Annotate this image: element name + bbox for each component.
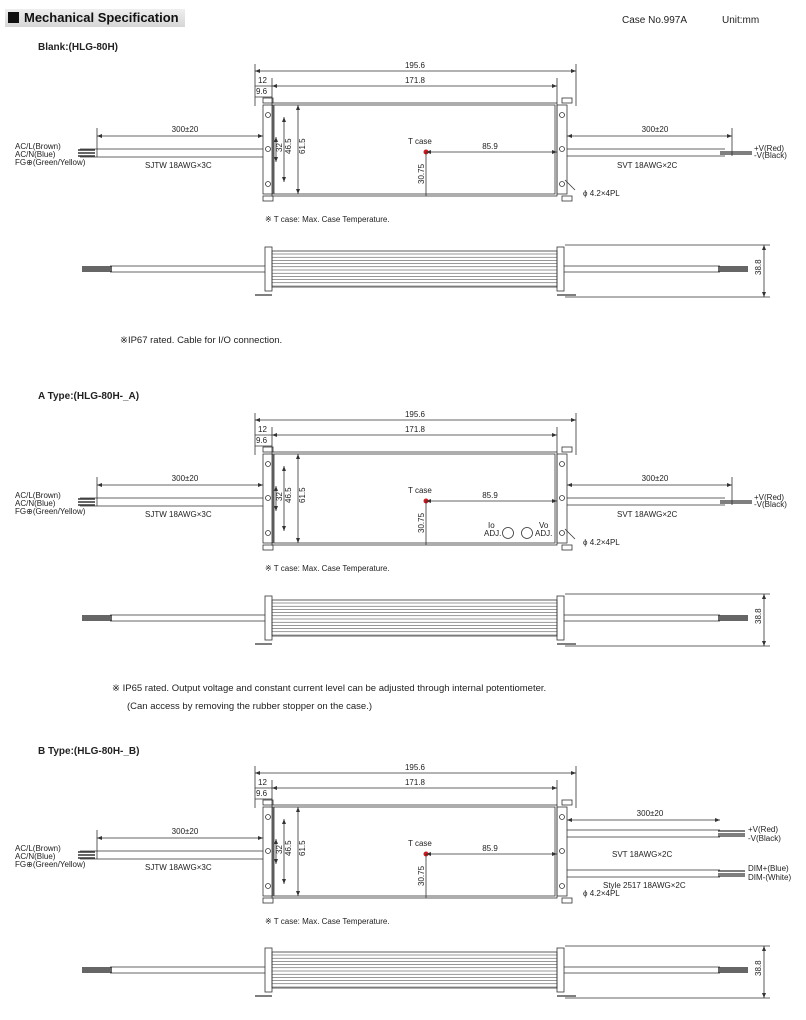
side-0-endcap-right <box>557 247 564 291</box>
side-0-case-side <box>272 251 557 287</box>
view-1-dim-615-arrow-start <box>296 454 300 459</box>
view-0-dim-859-arrow-end <box>552 150 557 154</box>
view-2-dim-32-arrow-end <box>274 859 278 864</box>
side-2-endcap-right <box>557 948 564 992</box>
view-1-label-vn: -V(Black) <box>754 500 787 509</box>
view-2-label-output-cable: SVT 18AWG×2C <box>612 850 673 859</box>
view-2-mount-hole-left-0 <box>266 815 271 820</box>
view-2-dim-465-arrow-end <box>282 879 286 884</box>
view-1-flange-left <box>263 454 273 543</box>
view-1-dim-465-arrow-start <box>282 466 286 471</box>
view-1-io-adj-knob <box>503 528 514 539</box>
view-0-case-inner <box>274 105 555 194</box>
view-2-case-inner <box>274 807 555 896</box>
view-0-dim-cable-out-arrow-end <box>727 134 732 138</box>
view-0-label-input-cable: SJTW 18AWG×3C <box>145 161 212 170</box>
view-0-dim-overall-arrow-end <box>571 69 576 73</box>
view-0-mount-hole-right-1 <box>560 147 565 152</box>
view-0-label-acn: AC/N(Blue) <box>15 150 56 159</box>
view-1-dim-overall-arrow-end <box>571 418 576 422</box>
view-0-dim-3075-label: 30.75 <box>417 163 426 184</box>
view-2-label-hole: ϕ 4.2×4PL <box>583 889 620 898</box>
view-2-dim-cable-out-arrow-end <box>715 818 720 822</box>
view-2-dim-body-label: 171.8 <box>404 778 426 787</box>
section-title-blank: Blank:(HLG-80H) <box>38 42 119 53</box>
view-1-case-body <box>272 452 557 545</box>
view-2-dim-859-label: 85.9 <box>482 844 498 853</box>
view-1-foot-bl <box>263 545 273 550</box>
side-2-case-side <box>272 952 557 988</box>
view-2-label-vn: -V(Black) <box>748 834 781 843</box>
view-0-dim-cable-in-label: 300±20 <box>171 125 199 134</box>
side-0-dim-388-arrow-end <box>762 292 766 297</box>
view-2-case-body <box>272 805 557 898</box>
view-2-dim-32-label: 32 <box>275 845 284 854</box>
view-2-dim-615-label: 61.5 <box>298 840 307 856</box>
side-1-dim-388-label: 38.8 <box>754 608 763 624</box>
view-2-dim-96-label: 9.6 <box>256 789 268 798</box>
view-0-foot-bl <box>263 196 273 201</box>
view-2-tcase-label: T case <box>408 839 432 848</box>
view-0-dim-615-arrow-start <box>296 105 300 110</box>
view-0-dim-465-label: 46.5 <box>284 138 293 154</box>
view-2-label-dimn: DIM-(White) <box>748 873 792 882</box>
view-2-foot-br <box>562 898 572 903</box>
view-1-dim-cable-in-arrow-start <box>97 483 102 487</box>
view-0-dim-465-arrow-end <box>282 177 286 182</box>
side-0-dim-388-label: 38.8 <box>754 259 763 275</box>
view-2-label-dim-cable: Style 2517 18AWG×2C <box>603 881 686 890</box>
side-2-dim-388-label: 38.8 <box>754 960 763 976</box>
view-1-dim-859-arrow-end <box>552 499 557 503</box>
view-2-label-fg: FG⊕(Green/Yellow) <box>15 860 86 869</box>
unit-label: Unit:mm <box>722 15 760 26</box>
view-1-dim-859-label: 85.9 <box>482 491 498 500</box>
view-0-mount-hole-right-0 <box>560 113 565 118</box>
view-0-mount-hole-left-1 <box>266 147 271 152</box>
view-1-tcase-note: ※ T case: Max. Case Temperature. <box>265 564 390 573</box>
view-1-label-input-cable: SJTW 18AWG×3C <box>145 510 212 519</box>
view-1-label-output-cable: SVT 18AWG×2C <box>617 510 678 519</box>
view-2-dim-465-label: 46.5 <box>284 840 293 856</box>
view-1-foot-tl <box>263 447 273 452</box>
view-2-dim-465-arrow-start <box>282 819 286 824</box>
view-0-dim-32-arrow-start <box>274 137 278 142</box>
page-title: Mechanical Specification <box>24 10 179 25</box>
view-0-dim-32-label: 32 <box>275 143 284 152</box>
view-1-label-vo-adj: ADJ. <box>535 529 553 538</box>
view-2-dim-615-arrow-start <box>296 807 300 812</box>
view-1-foot-br <box>562 545 572 550</box>
view-1-dim-32-label: 32 <box>275 492 284 501</box>
view-2-dim-615-arrow-end <box>296 891 300 896</box>
view-0-label-vp: +V(Red) <box>754 144 785 153</box>
view-2-mount-hole-left-1 <box>266 849 271 854</box>
view-0-dim-615-label: 61.5 <box>298 138 307 154</box>
view-2-tcase-note: ※ T case: Max. Case Temperature. <box>265 917 390 926</box>
view-1-dim-96-label: 9.6 <box>256 436 268 445</box>
view-0-dim-cable-out-label: 300±20 <box>641 125 669 134</box>
view-1-dim-12-label: 12 <box>258 425 267 434</box>
side-0-endcap-left <box>265 247 272 291</box>
view-1-mount-hole-right-2 <box>560 531 565 536</box>
view-1-dim-overall-label: 195.6 <box>404 410 426 419</box>
view-2-dim-overall-label: 195.6 <box>404 763 426 772</box>
view-2-foot-tr <box>562 800 572 805</box>
side-2-dim-388-arrow-end <box>762 993 766 998</box>
view-0-dim-cable-in-arrow-end <box>258 134 263 138</box>
view-1-mount-hole-left-1 <box>266 496 271 501</box>
view-1-dim-465-label: 46.5 <box>284 487 293 503</box>
view-0-foot-tl <box>263 98 273 103</box>
view-1-vo-adj-knob <box>522 528 533 539</box>
view-1-label-acl: AC/L(Brown) <box>15 491 61 500</box>
view-0-dim-body-arrow-start <box>272 84 277 88</box>
view-2-dim-cable-out-label: 300±20 <box>636 809 664 818</box>
view-0-dim-859-label: 85.9 <box>482 142 498 151</box>
view-2-dim-cable-in-label: 300±20 <box>171 827 199 836</box>
view-1-dim-615-arrow-end <box>296 538 300 543</box>
view-1-label-hole: ϕ 4.2×4PL <box>583 538 620 547</box>
side-2-dim-388-arrow-start <box>762 946 766 951</box>
side-2-endcap-left <box>265 948 272 992</box>
view-0-dim-body-arrow-end <box>552 84 557 88</box>
view-1-label-io-adj: ADJ. <box>484 529 502 538</box>
view-0-dim-cable-in-arrow-start <box>97 134 102 138</box>
view-0-label-hole: ϕ 4.2×4PL <box>583 189 620 198</box>
view-1-label-io: Io <box>488 521 495 530</box>
view-1-label-acn: AC/N(Blue) <box>15 499 56 508</box>
view-2-dim-body-arrow-start <box>272 786 277 790</box>
view-0-dim-465-arrow-start <box>282 117 286 122</box>
view-1-dim-cable-out-arrow-start <box>567 483 572 487</box>
view-1-dim-615-label: 61.5 <box>298 487 307 503</box>
view-1-foot-tr <box>562 447 572 452</box>
side-1-dim-388-arrow-start <box>762 594 766 599</box>
view-2-mount-hole-right-0 <box>560 815 565 820</box>
view-0-dim-cable-out-arrow-start <box>567 134 572 138</box>
view-2-dim-3075-label: 30.75 <box>417 865 426 886</box>
view-1-dim-cable-in-arrow-end <box>258 483 263 487</box>
view-2-dim-859-arrow-end <box>552 852 557 856</box>
view-0-tcase-label: T case <box>408 137 432 146</box>
view-0-dim-overall-label: 195.6 <box>404 61 426 70</box>
view-0-label-output-cable: SVT 18AWG×2C <box>617 161 678 170</box>
side-1-endcap-left <box>265 596 272 640</box>
view-1-dim-32-arrow-start <box>274 486 278 491</box>
view-2-mount-hole-right-1 <box>560 849 565 854</box>
view-1-label-fg: FG⊕(Green/Yellow) <box>15 507 86 516</box>
view-0-foot-br <box>562 196 572 201</box>
view-1-dim-32-arrow-end <box>274 506 278 511</box>
view-2-label-acl: AC/L(Brown) <box>15 844 61 853</box>
view-1-mount-hole-right-1 <box>560 496 565 501</box>
view-2-flange-left <box>263 807 273 896</box>
view-0-tcase-note: ※ T case: Max. Case Temperature. <box>265 215 390 224</box>
view-2-mount-hole-right-2 <box>560 884 565 889</box>
view-0-hole-leader <box>565 180 575 190</box>
view-1-mount-hole-left-2 <box>266 531 271 536</box>
view-1-dim-3075-label: 30.75 <box>417 512 426 533</box>
case-number: Case No.997A <box>622 15 688 26</box>
note-a-2: (Can access by removing the rubber stopper on the case.) <box>127 701 373 712</box>
view-2-foot-bl <box>263 898 273 903</box>
view-2-dim-overall-arrow-start <box>255 771 260 775</box>
view-1-dim-body-arrow-start <box>272 433 277 437</box>
view-0-foot-tr <box>562 98 572 103</box>
view-2-dim-cable-in-arrow-start <box>97 836 102 840</box>
view-2-label-vp: +V(Red) <box>748 825 779 834</box>
view-2-label-acn: AC/N(Blue) <box>15 852 56 861</box>
view-1-label-vp: +V(Red) <box>754 493 785 502</box>
view-0-dim-body-label: 171.8 <box>404 76 426 85</box>
view-1-tcase-label: T case <box>408 486 432 495</box>
note-blank: ※IP67 rated. Cable for I/O connection. <box>120 335 283 346</box>
view-2-dim-cable-out-arrow-start <box>567 818 572 822</box>
view-2-label-input-cable: SJTW 18AWG×3C <box>145 863 212 872</box>
side-1-dim-388-arrow-end <box>762 641 766 646</box>
view-1-dim-cable-out-label: 300±20 <box>641 474 669 483</box>
view-1-dim-cable-in-label: 300±20 <box>171 474 199 483</box>
view-1-hole-leader <box>565 529 575 539</box>
section-title-a: A Type:(HLG-80H-_A) <box>38 391 140 402</box>
view-0-mount-hole-left-2 <box>266 182 271 187</box>
view-1-dim-body-label: 171.8 <box>404 425 426 434</box>
view-2-flange-right <box>557 807 567 896</box>
note-a: ※ IP65 rated. Output voltage and constant current level can be adjusted through internal potentiometer. <box>112 683 547 694</box>
view-2-dim-12-label: 12 <box>258 778 267 787</box>
view-2-dim-overall-arrow-end <box>571 771 576 775</box>
view-0-label-vn: -V(Black) <box>754 151 787 160</box>
section-title-b: B Type:(HLG-80H-_B) <box>38 746 140 757</box>
view-0-case-body <box>272 103 557 196</box>
view-0-dim-32-arrow-end <box>274 157 278 162</box>
side-0-dim-388-arrow-start <box>762 245 766 250</box>
view-0-dim-96-label: 9.6 <box>256 87 268 96</box>
view-1-dim-overall-arrow-start <box>255 418 260 422</box>
view-0-label-acl: AC/L(Brown) <box>15 142 61 151</box>
side-1-case-side <box>272 600 557 636</box>
view-2-label-dimp: DIM+(Blue) <box>748 864 789 873</box>
view-2-dim-32-arrow-start <box>274 839 278 844</box>
view-2-mount-hole-left-2 <box>266 884 271 889</box>
view-0-dim-12-label: 12 <box>258 76 267 85</box>
view-2-dim-cable-in-arrow-end <box>258 836 263 840</box>
view-0-mount-hole-left-0 <box>266 113 271 118</box>
view-1-dim-465-arrow-end <box>282 526 286 531</box>
view-1-mount-hole-left-0 <box>266 462 271 467</box>
view-2-foot-tl <box>263 800 273 805</box>
view-1-mount-hole-right-0 <box>560 462 565 467</box>
view-1-dim-body-arrow-end <box>552 433 557 437</box>
view-2-dim-body-arrow-end <box>552 786 557 790</box>
view-1-dim-cable-out-arrow-end <box>727 483 732 487</box>
view-1-label-vo: Vo <box>539 521 549 530</box>
view-0-dim-615-arrow-end <box>296 189 300 194</box>
view-0-dim-overall-arrow-start <box>255 69 260 73</box>
side-1-endcap-right <box>557 596 564 640</box>
view-0-mount-hole-right-2 <box>560 182 565 187</box>
view-0-flange-left <box>263 105 273 194</box>
view-0-label-fg: FG⊕(Green/Yellow) <box>15 158 86 167</box>
